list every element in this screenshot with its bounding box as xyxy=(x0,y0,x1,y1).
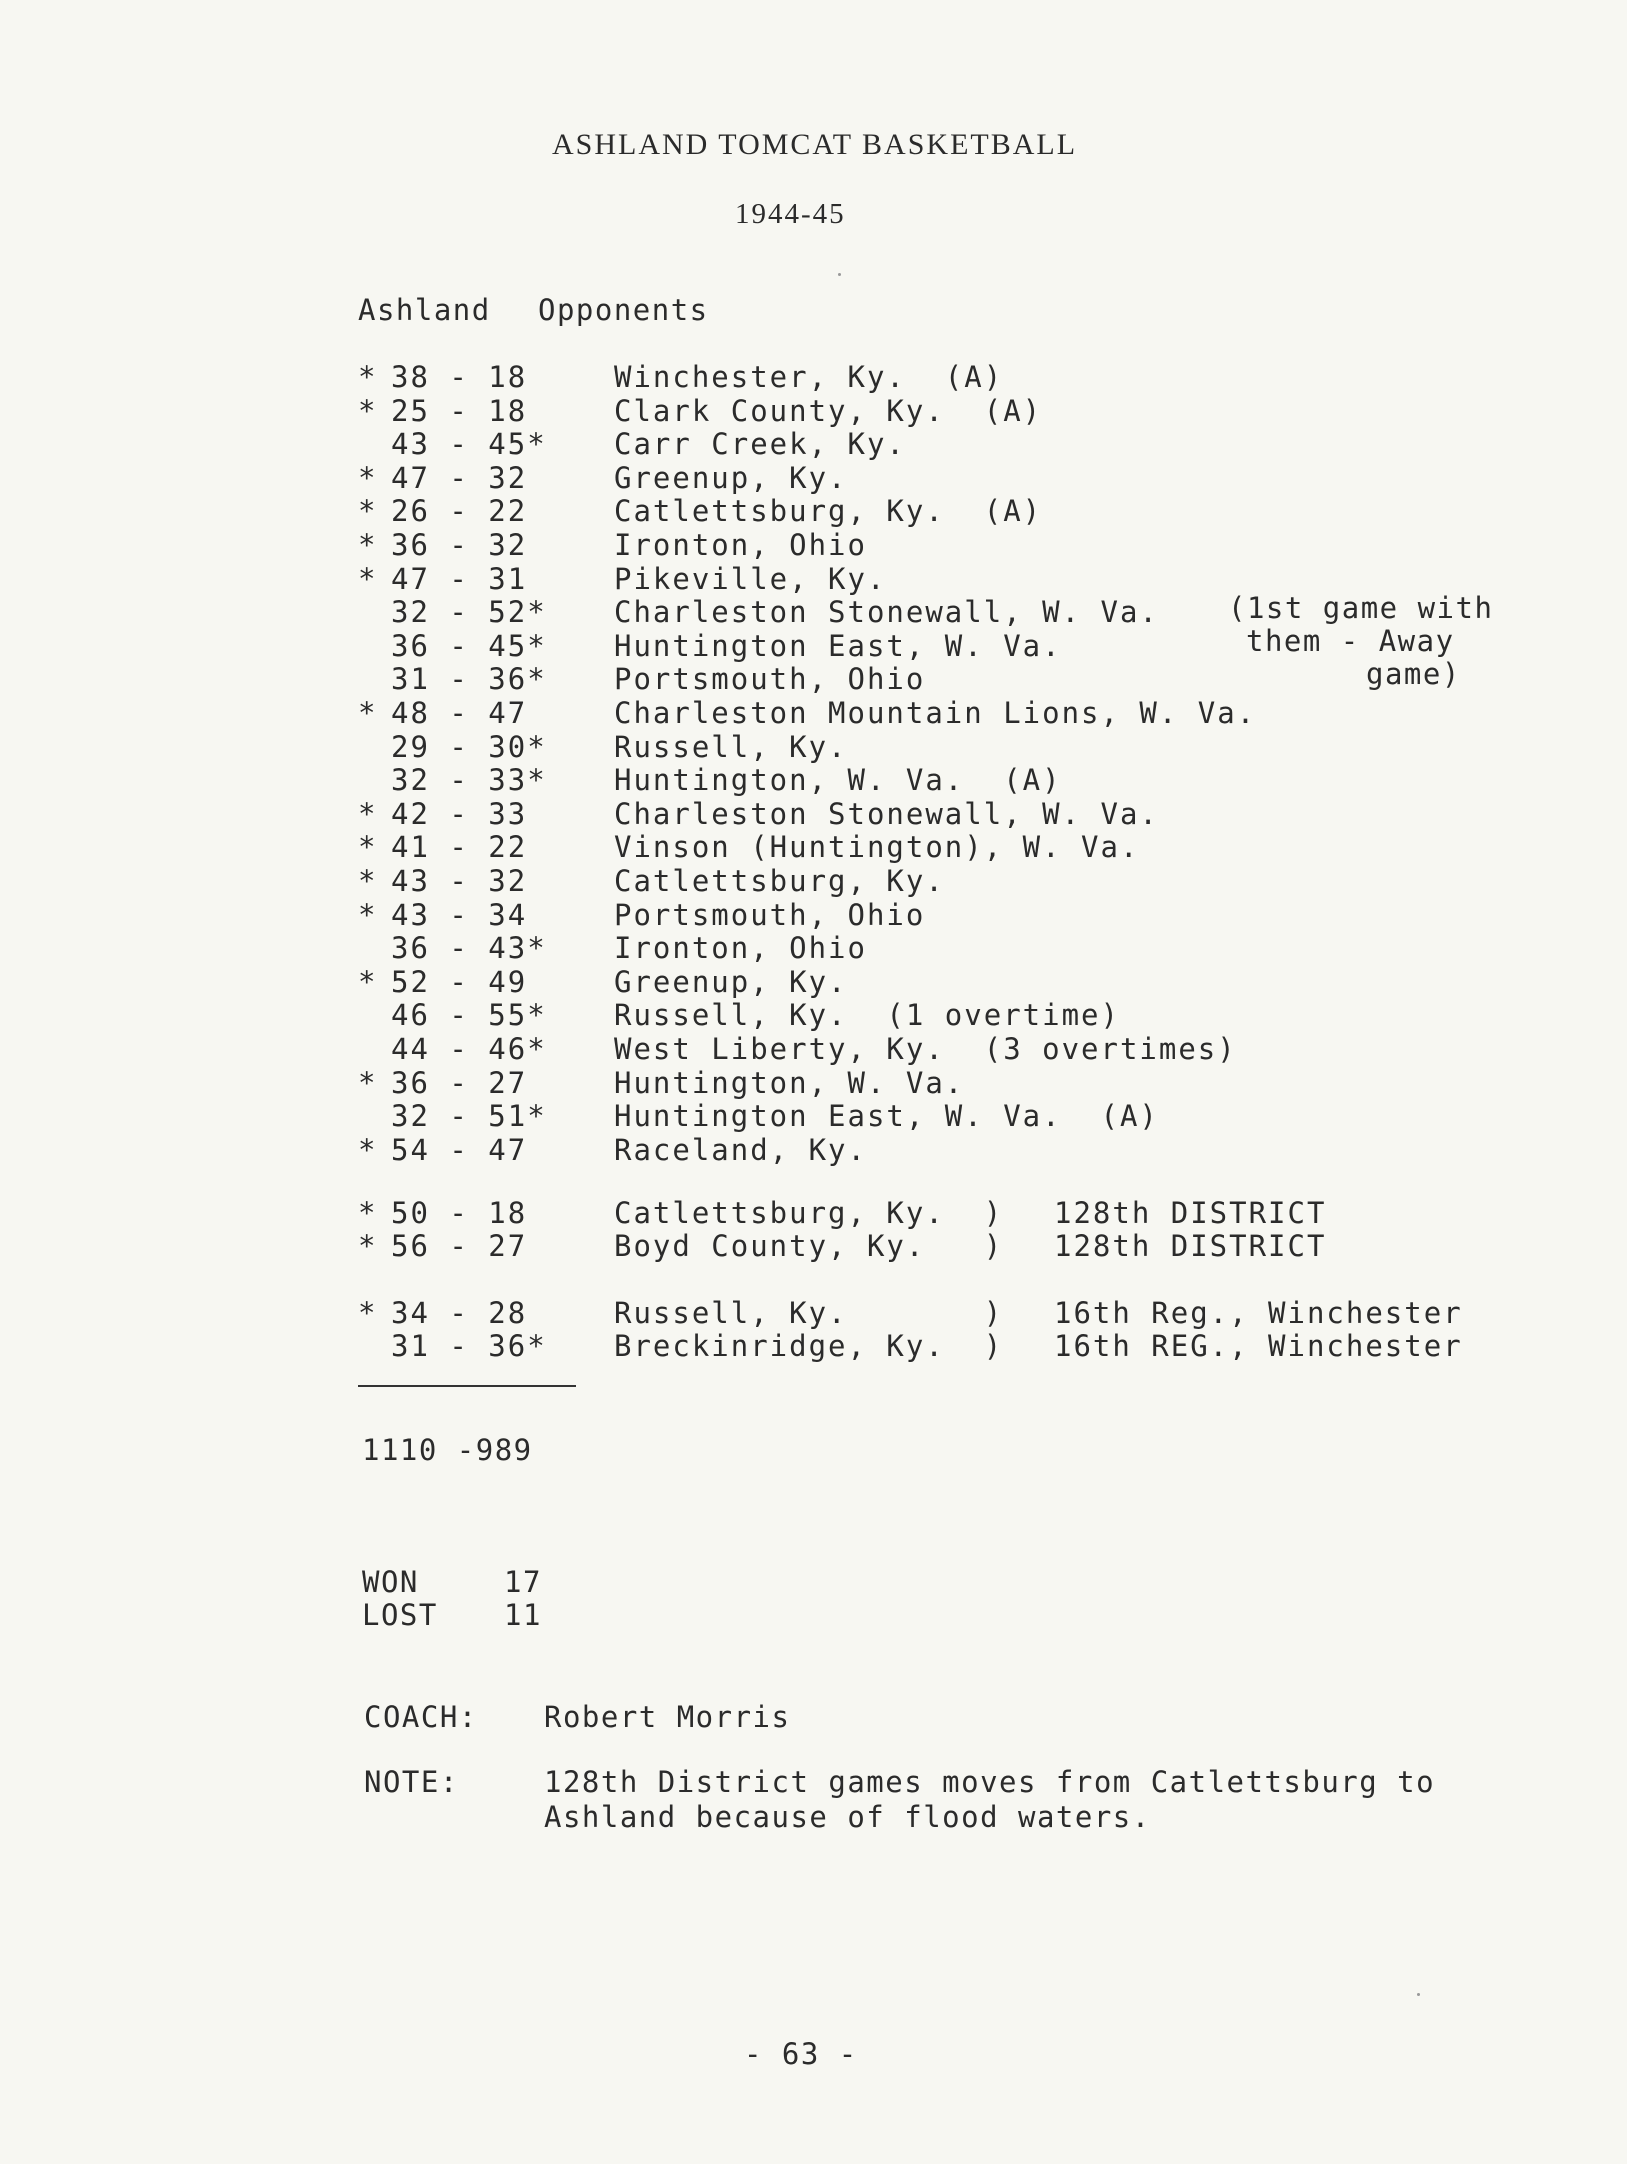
games-row xyxy=(0,830,1627,863)
win-marker: * xyxy=(358,897,376,932)
side-note-line-1: (1st game with xyxy=(1228,591,1494,625)
games-row xyxy=(0,1133,1627,1166)
game-score: 41 - 22 xyxy=(391,830,547,865)
game-score: 43 - 32 xyxy=(391,864,547,898)
district-games-row xyxy=(0,1196,1627,1229)
game-score: 56 - 27 xyxy=(391,1229,547,1263)
opponent-name: Charleston Stonewall, W. Va. xyxy=(614,595,1159,630)
win-marker: * xyxy=(358,696,376,730)
note-line-1: 128th District games moves from Catlettsburg to xyxy=(544,1765,1436,1799)
scan-speck xyxy=(1417,1993,1420,1996)
win-marker: * xyxy=(358,1132,376,1167)
regional-games-row xyxy=(0,1296,1627,1329)
coach-name: Robert Morris xyxy=(544,1700,791,1734)
game-score: 36 - 43* xyxy=(391,931,547,966)
games-row xyxy=(0,562,1627,595)
opponent-name: Breckinridge, Ky. ) xyxy=(614,1329,1004,1363)
games-row xyxy=(0,696,1627,729)
games-row xyxy=(0,427,1627,460)
game-score: 46 - 55* xyxy=(391,998,547,1033)
games-row xyxy=(0,494,1627,527)
won-label: WON xyxy=(362,1565,419,1599)
tournament-note: 128th DISTRICT xyxy=(1054,1196,1327,1230)
regional-games-row xyxy=(0,1329,1627,1362)
games-row xyxy=(0,528,1627,561)
opponent-name: Charleston Mountain Lions, W. Va. xyxy=(614,696,1257,730)
district-games-row xyxy=(0,1229,1627,1262)
games-row xyxy=(0,797,1627,830)
opponent-name: Russell, Ky. ) xyxy=(614,1296,1004,1330)
tournament-note: 16th Reg., Winchester xyxy=(1054,1296,1463,1330)
games-row xyxy=(0,898,1627,931)
note-label: NOTE: xyxy=(364,1765,459,1799)
opponent-name: Charleston Stonewall, W. Va. xyxy=(614,796,1159,831)
games-row xyxy=(0,394,1627,427)
game-score: 48 - 47 xyxy=(391,696,547,730)
game-score: 54 - 47 xyxy=(391,1132,547,1167)
game-score: 31 - 36* xyxy=(391,1329,547,1363)
win-marker: * xyxy=(358,964,376,999)
season-totals: 1110 -989 xyxy=(362,1433,533,1467)
opponent-name: Vinson (Huntington), W. Va. xyxy=(614,830,1140,865)
season-label: 1944-45 xyxy=(735,198,846,230)
game-score: 43 - 34 xyxy=(391,897,547,932)
opponent-name: Greenup, Ky. xyxy=(614,460,848,495)
game-score: 38 - 18 xyxy=(391,360,547,394)
win-marker: * xyxy=(358,830,376,865)
win-marker: * xyxy=(358,1196,376,1230)
games-row xyxy=(0,864,1627,897)
opponent-name: Pikeville, Ky. xyxy=(614,561,887,596)
opponent-name: Huntington, W. Va. xyxy=(614,1065,965,1100)
totals-rule xyxy=(358,1385,576,1387)
column-header-opponents: Opponents xyxy=(538,293,709,327)
win-marker: * xyxy=(358,460,376,495)
opponent-name: Portsmouth, Ohio xyxy=(614,897,926,932)
games-row xyxy=(0,360,1627,393)
opponent-name: Ironton, Ohio xyxy=(614,931,867,966)
game-score: 44 - 46* xyxy=(391,1032,547,1066)
opponent-name: Raceland, Ky. xyxy=(614,1132,867,1167)
opponent-name: Greenup, Ky. xyxy=(614,964,848,999)
opponent-name: Huntington, W. Va. (A) xyxy=(614,763,1062,798)
opponent-name: Catlettsburg, Ky. xyxy=(614,864,945,898)
game-score: 36 - 32 xyxy=(391,528,547,562)
games-row xyxy=(0,730,1627,763)
game-score: 32 - 52* xyxy=(391,595,547,630)
game-score: 42 - 33 xyxy=(391,796,547,831)
games-row xyxy=(0,931,1627,964)
opponent-name: Russell, Ky. (1 overtime) xyxy=(614,998,1120,1033)
win-marker: * xyxy=(358,528,376,562)
page-number: - 63 - xyxy=(744,2037,858,2071)
opponent-name: West Liberty, Ky. (3 overtimes) xyxy=(614,1032,1237,1066)
opponent-name: Ironton, Ohio xyxy=(614,528,867,562)
win-marker: * xyxy=(358,1065,376,1100)
column-header-ashland: Ashland xyxy=(358,293,491,327)
opponent-name: Portsmouth, Ohio xyxy=(614,662,926,697)
games-row xyxy=(0,965,1627,998)
win-marker: * xyxy=(358,1229,376,1263)
opponent-name: Russell, Ky. xyxy=(614,729,848,764)
win-marker: * xyxy=(358,561,376,596)
win-marker: * xyxy=(358,360,376,394)
games-row xyxy=(0,1099,1627,1132)
opponent-name: Catlettsburg, Ky. (A) xyxy=(614,494,1043,529)
page-title: ASHLAND TOMCAT BASKETBALL xyxy=(552,128,1078,161)
tournament-note: 128th DISTRICT xyxy=(1054,1229,1327,1263)
win-marker: * xyxy=(358,796,376,831)
game-score: 43 - 45* xyxy=(391,427,547,462)
game-score: 34 - 28 xyxy=(391,1296,547,1330)
tournament-note: 16th REG., Winchester xyxy=(1054,1329,1463,1363)
opponent-name: Huntington East, W. Va. xyxy=(614,628,1062,663)
game-score: 32 - 51* xyxy=(391,1099,547,1134)
game-score: 36 - 45* xyxy=(391,628,547,663)
side-note-line-2: them - Away xyxy=(1246,624,1455,658)
game-score: 36 - 27 xyxy=(391,1065,547,1100)
won-count: 17 xyxy=(504,1565,542,1599)
scan-speck xyxy=(838,273,841,276)
game-score: 47 - 32 xyxy=(391,460,547,495)
opponent-name: Clark County, Ky. (A) xyxy=(614,393,1043,428)
win-marker: * xyxy=(358,393,376,428)
games-row xyxy=(0,1032,1627,1065)
win-marker: * xyxy=(358,494,376,529)
game-score: 26 - 22 xyxy=(391,494,547,529)
opponent-name: Huntington East, W. Va. (A) xyxy=(614,1099,1159,1134)
note-line-2: Ashland because of flood waters. xyxy=(544,1800,1151,1834)
game-score: 52 - 49 xyxy=(391,964,547,999)
games-row xyxy=(0,998,1627,1031)
coach-label: COACH: xyxy=(364,1700,478,1734)
lost-count: 11 xyxy=(504,1598,542,1632)
side-note-line-3: game) xyxy=(1366,657,1461,691)
game-score: 25 - 18 xyxy=(391,393,547,428)
lost-label: LOST xyxy=(362,1598,438,1632)
game-score: 47 - 31 xyxy=(391,561,547,596)
game-score: 32 - 33* xyxy=(391,763,547,798)
game-score: 31 - 36* xyxy=(391,662,547,697)
games-row xyxy=(0,1066,1627,1099)
opponent-name: Boyd County, Ky. ) xyxy=(614,1229,1004,1263)
opponent-name: Winchester, Ky. (A) xyxy=(614,360,1004,394)
opponent-name: Catlettsburg, Ky. ) xyxy=(614,1196,1004,1230)
opponent-name: Carr Creek, Ky. xyxy=(614,427,906,462)
game-score: 50 - 18 xyxy=(391,1196,547,1230)
win-marker: * xyxy=(358,864,376,898)
game-score: 29 - 30* xyxy=(391,729,547,764)
win-marker: * xyxy=(358,1296,376,1330)
games-row xyxy=(0,461,1627,494)
games-row xyxy=(0,763,1627,796)
